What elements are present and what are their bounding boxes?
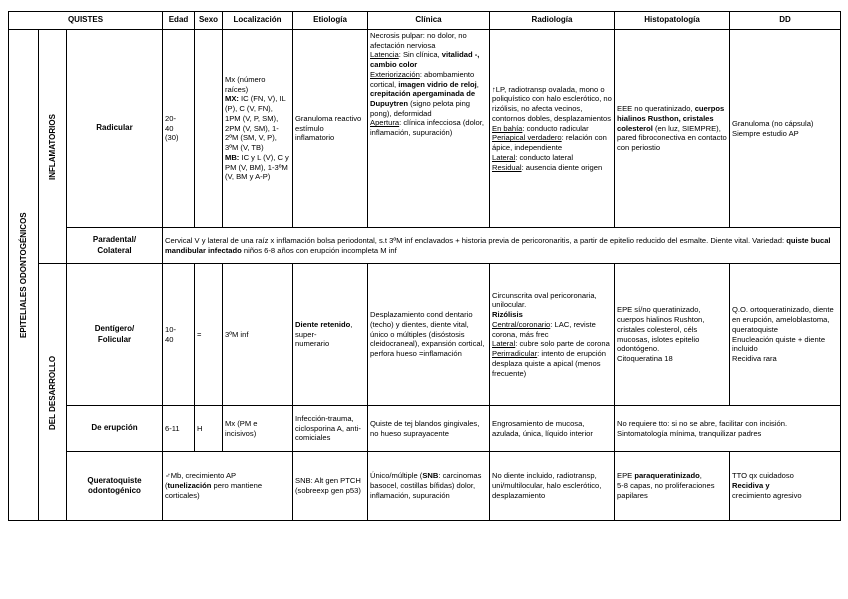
group-inflamatorios: INFLAMATORIOS <box>39 30 67 264</box>
radicular-clinica: Necrosis pulpar: no dolor, no afectación nerviosa Latencia: Sin clínica, vitalidad -, cambio color Exteriorización: abombamiento cortical, imagen vidrio de reloj, crepitación apergaminada de Dupuytren (signo pelota ping pong), deformidad Apertura: clínica infecciosa (dolor, inflamación, supuración) <box>368 30 490 228</box>
radicular-dd: Granuloma (no cápsula) Siempre estudio AP <box>730 30 841 228</box>
header-histopatologia: Histopatología <box>615 12 730 30</box>
group-del-desarrollo: DEL DESARROLLO <box>39 264 67 521</box>
queratoquiste-etiologia: SNB: Alt gen PTCH (sobreexp gen p53) <box>293 452 368 521</box>
erupcion-edad: 6-11 <box>163 406 195 452</box>
dentigero-dd: Q.O. ortoqueratinizado, diente en erupción, ameloblastoma, queratoquiste Enucleación quiste + diente incluido Recidiva rara <box>730 264 841 406</box>
dentigero-clinica: Desplazamiento cond dentario (techo) y dientes, diente vital, único o múltiples (disóstosis cleidocraneal), expansión cortical, perfora hueso =inflamación <box>368 264 490 406</box>
header-edad: Edad <box>163 12 195 30</box>
erupcion-radiologia: Engrosamiento de mucosa, azulada, única, líquido interior <box>490 406 615 452</box>
page <box>8 11 840 521</box>
header-sexo: Sexo <box>195 12 223 30</box>
queratoquiste-clinica: Único/múltiple (SNB: carcinomas basocel, costillas bífidas) dolor, inflamación, supuración <box>368 452 490 521</box>
dentigero-histopatologia: EPE sí/no queratinizado, cuerpos hialinos Rushton, cristales colesterol, céls mucosas, islotes epitelio odontógeno. Citoqueratina 18 <box>615 264 730 406</box>
erupcion-etiologia: Infección-trauma, ciclosporina A, anti-comiciales <box>293 406 368 452</box>
dentigero-etiologia: Diente retenido, super- numerario <box>293 264 368 406</box>
row-dentigero <box>9 264 841 406</box>
radicular-edad: 20- 40 (30) <box>163 30 195 228</box>
cysts-table <box>8 11 841 521</box>
cyst-name-dentigero: Dentígero/ Folicular <box>67 264 163 406</box>
queratoquiste-radiologia: No diente incluido, radiotransp, uni/multilocular, halo esclerótico, desplazamiento <box>490 452 615 521</box>
radicular-radiologia: ↑LP, radiotransp ovalada, mono o poliquístico con halo esclerótico, no rizólisis, no afecta vecinos, contornos dobles, desplazamientos En bahía: conducto radicular Periapical verdadero: relación con ápice, independiente Lateral: conducto lateral Residual: ausencia diente origen <box>490 30 615 228</box>
header-localizacion: Localización <box>223 12 293 30</box>
paradental-description: Cervical V y lateral de una raíz x inflamación bolsa periodontal, s.t 3ºM inf enclavados + historia previa de pericoronaritis, a partir de epitelio reducido del esmalte. Diente vital. Variedad: quiste bucal mandibular infectado niños 6-8 años con erupción incompleta M inf <box>163 228 841 264</box>
row-radicular <box>9 30 841 228</box>
header-dd: DD <box>730 12 841 30</box>
dentigero-edad: 10- 40 <box>163 264 195 406</box>
erupcion-clinica: Quiste de tej blandos gingivales, no hueso suprayacente <box>368 406 490 452</box>
row-queratoquiste <box>9 452 841 521</box>
cyst-name-paradental: Paradental/ Colateral <box>67 228 163 264</box>
header-row <box>9 12 841 30</box>
dentigero-sexo: = <box>195 264 223 406</box>
erupcion-sexo: H <box>195 406 223 452</box>
header-quistes: QUISTES <box>9 12 163 30</box>
header-etiologia: Etiología <box>293 12 368 30</box>
header-radiologia: Radiología <box>490 12 615 30</box>
erupcion-localizacion: Mx (PM e incisivos) <box>223 406 293 452</box>
queratoquiste-dd: TTO qx cuidadoso Recidiva y crecimiento agresivo <box>730 452 841 521</box>
dentigero-localizacion: 3ºM inf <box>223 264 293 406</box>
row-paradental <box>9 228 841 264</box>
queratoquiste-info: ♂Mb, crecimiento AP (tunelización pero mantiene corticales) <box>163 452 293 521</box>
radicular-etiologia: Granuloma reactivo estímulo inflamatorio <box>293 30 368 228</box>
row-erupcion <box>9 406 841 452</box>
radicular-localizacion: Mx (número raíces) MX: IC (FN, V), IL (P), C (V, FN), 1PM (V, P, SM), 2PM (V, SM), 1-2ºM (SM, V, P), 3ºM (V, TB) MB: IC y L (V), C y PM (V, BM), 1-3ºM (V, BM y A-P) <box>223 30 293 228</box>
cyst-name-queratoquiste: Queratoquiste odontogénico <box>67 452 163 521</box>
radicular-histopatologia: EEE no queratinizado, cuerpos hialinos Rusthon, cristales colesterol (en luz, SIEMPRE), pared fibroconectiva en contacto con periostio <box>615 30 730 228</box>
dentigero-radiologia: Circunscrita oval pericoronaria, unilocular. Rizólisis Central/coronario: LAC, reviste corona, más frec Lateral: cubre solo parte de corona Perirradicular: intento de erupción desplaza quiste a apical (menos frecuente) <box>490 264 615 406</box>
cyst-name-radicular: Radicular <box>67 30 163 228</box>
erupcion-tratamiento: No requiere tto: si no se abre, facilitar con incisión. Sintomatología mínima, tranquilizar padres <box>615 406 841 452</box>
queratoquiste-histopatologia: EPE paraqueratinizado, 5-8 capas, no proliferaciones papilares <box>615 452 730 521</box>
group-epiteliales-odontogenicos: EPITELIALES ODONTOGÉNICOS <box>9 30 39 521</box>
header-clinica: Clínica <box>368 12 490 30</box>
radicular-sexo <box>195 30 223 228</box>
cyst-name-erupcion: De erupción <box>67 406 163 452</box>
